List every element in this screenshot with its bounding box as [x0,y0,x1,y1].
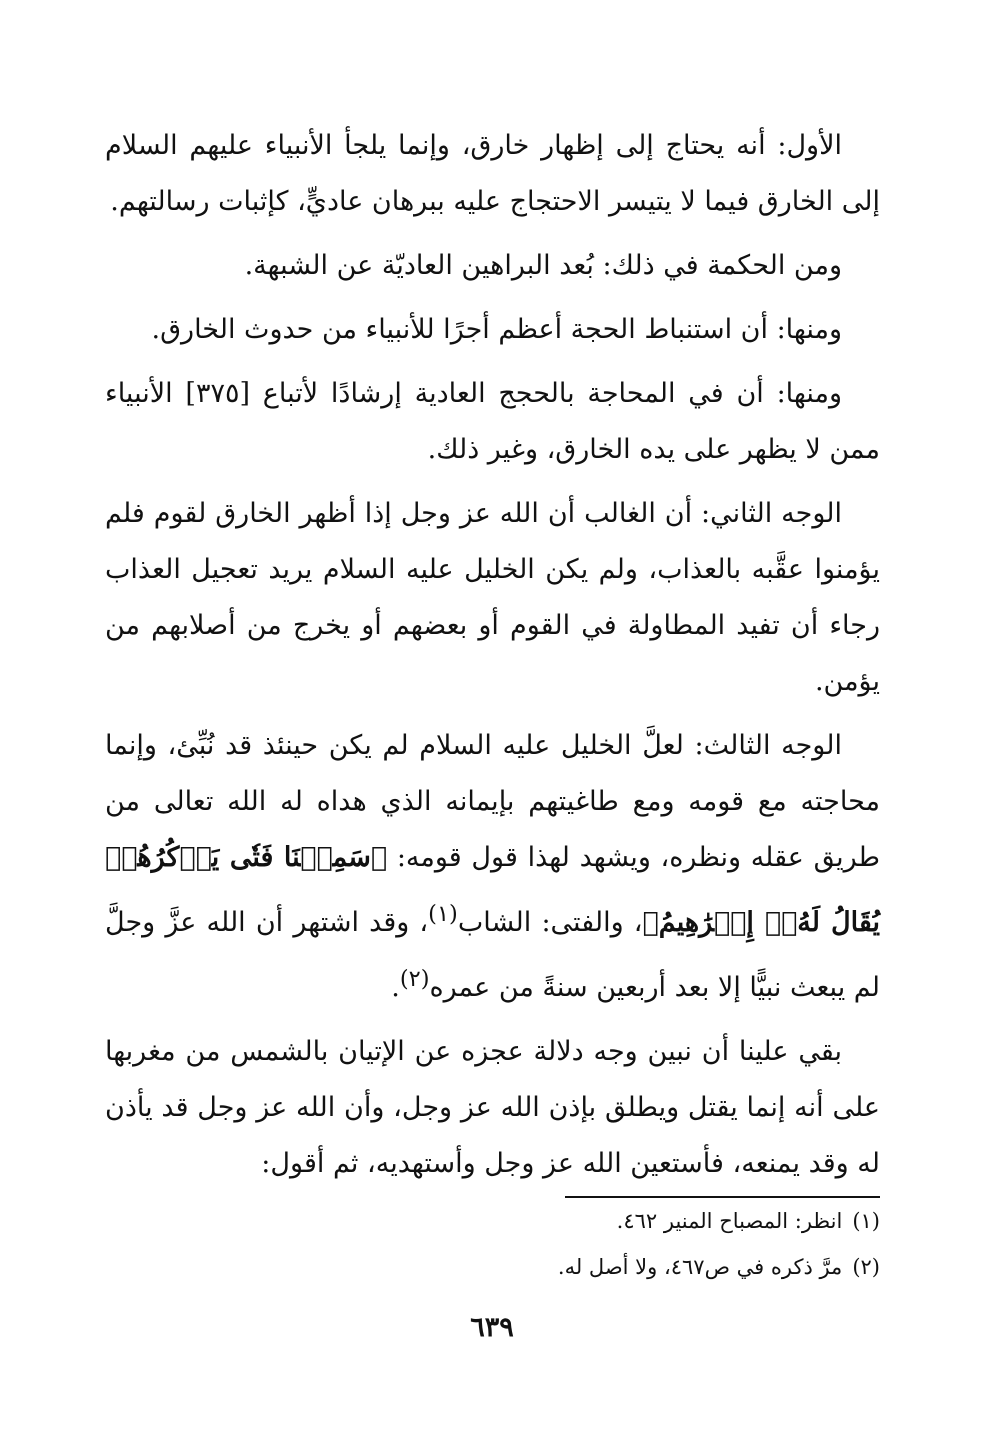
paragraph-closing: بقي علينا أن نبين وجه دلالة عجزه عن الإتيان بالشمس من مغربها على أنه إنما يقتل ويطلق بإذن الله عز وجل، وأن الله عز وجل قد يأذن له وقد يمنعه، فأستعين الله عز وجل وأستهديه، ثم أقول: [105,1036,880,1179]
footnote-ref-1[interactable]: (١) [428,901,458,927]
paragraph-third-aspect [105,718,880,1016]
third-aspect-text-after-ref: ، وقد اشتهر أن الله عزَّ وجلَّ لم يبعث نبيًّا إلا بعد أربعين سنةً من عمره [105,907,880,1003]
paragraph-guidance: ومنها: أن في المحاجة بالحجج العادية إرشادًا لأتباع [٣٧٥] الأنبياء ممن لا يظهر على يده الخارق، وغير ذلك. [105,378,880,465]
paragraph-reward: ومنها: أن استنباط الحجة أعظم أجرًا للأنبياء من حدوث الخارق. [151,314,842,345]
third-aspect-text-end: . [391,972,400,1003]
footnote-ref-2[interactable]: (٢) [399,966,430,992]
paragraph-wisdom: ومن الحكمة في ذلك: بُعد البراهين العاديّة عن الشبهة. [244,250,842,281]
footnote-number: (٢) [852,1255,880,1279]
third-aspect-text-middle: ، والفتى: الشاب [457,907,643,938]
paragraph-first-reason: الأول: أنه يحتاج إلى إظهار خارق، وإنما يلجأ الأنبياء عليهم السلام إلى الخارق فيما لا يتيسر الاحتجاج عليه ببرهان عاديٍّ، كإثبات رسالتهم. [105,130,880,217]
page-body [105,118,880,1200]
quran-verse: ﴿سَمِعۡنَا فَتٗى يَذۡكُرُهُمۡ يُقَالُ لَهُۥٓ إِبۡرَٰهِيمُ﴾ [105,842,880,938]
paragraph-second-aspect: الوجه الثاني: أن الغالب أن الله عز وجل إذا أظهر الخارق لقوم فلم يؤمنوا عقَّبه بالعذاب، ولم يكن الخليل عليه السلام يريد تعجيل العذاب رجاء أن تفيد المطاولة في القوم أو بعضهم أو يخرج من أصلابهم من يؤمن. [105,498,880,697]
footnote-text: انظر: المصباح المنير ٤٦٢. [616,1209,843,1233]
footnote-1 [105,1198,880,1244]
footnote-2 [105,1244,880,1290]
footnote-text: مرَّ ذكره في ص٤٦٧، ولا أصل له. [557,1255,843,1279]
third-aspect-text-start: الوجه الثالث: لعلَّ الخليل عليه السلام لم يكن حينئذ قد نُبِّئ، وإنما محاجته مع قومه ومع طاغيتهم بإيمانه الذي هداه له الله تعالى من طريق عقله ونظره، ويشهد لهذا قول قومه: [105,730,881,873]
page-number: ٦٣٩ [470,1312,514,1343]
footnote-number: (١) [852,1209,880,1233]
footnotes [105,1198,880,1290]
